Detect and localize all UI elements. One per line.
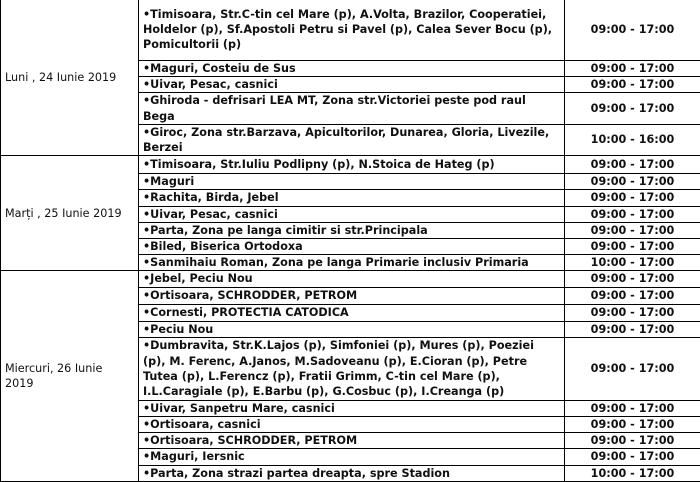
time-cell: 09:00 - 17:00 xyxy=(565,304,700,321)
location-cell: •Ortisoara, SCHRODDER, PETROM xyxy=(139,433,565,449)
time-cell: 09:00 - 17:00 xyxy=(565,337,700,400)
location-cell: •Jebel, Peciu Nou xyxy=(139,271,565,287)
time-cell: 10:00 - 17:00 xyxy=(565,465,700,481)
day-cell: Marți , 25 Iunie 2019 xyxy=(1,156,139,271)
time-cell: 09:00 - 17:00 xyxy=(565,222,700,238)
time-cell: 09:00 - 17:00 xyxy=(565,417,700,433)
time-cell: 09:00 - 17:00 xyxy=(565,271,700,287)
table-row xyxy=(1,271,700,287)
time-cell: 10:00 - 17:00 xyxy=(565,255,700,271)
table-row xyxy=(1,0,700,61)
location-cell: •Ghiroda - defrisari LEA MT, Zona str.Victoriei peste pod raul Bega xyxy=(139,93,565,124)
day-cell: Miercuri, 26 Iunie 2019 xyxy=(1,271,139,481)
time-cell: 09:00 - 17:00 xyxy=(565,156,700,174)
location-cell: •Parta, Zona strazi partea dreapta, spre Stadion xyxy=(139,465,565,481)
location-cell: •Parta, Zona pe langa cimitir si str.Principala xyxy=(139,222,565,238)
location-cell: •Uivar, Pesac, casnici xyxy=(139,77,565,93)
location-cell: •Uivar, Pesac, casnici xyxy=(139,206,565,222)
location-cell: •Maguri xyxy=(139,174,565,190)
location-cell: •Timisoara, Str.Iuliu Podlipny (p), N.Stoica de Hateg (p) xyxy=(139,156,565,174)
location-cell: •Biled, Biserica Ortodoxa xyxy=(139,239,565,255)
location-cell: •Dumbravita, Str.K.Lajos (p), Simfoniei (p), Mures (p), Poeziei (p), M. Ferenc, A.Janos, M.Sadoveanu (p), E.Cioran (p), Petre Tutea (p), L.Ferencz (p), Fratii Grimm, C-tin cel Mare (p), I.L.Caragiale (p), E.Barbu (p), G.Cosbuc (p), I.Creanga (p) xyxy=(139,337,565,400)
time-cell: 09:00 - 17:00 xyxy=(565,77,700,93)
schedule-body xyxy=(1,0,700,481)
location-cell: •Giroc, Zona str.Barzava, Apicultorilor, Dunarea, Gloria, Livezile, Berzei xyxy=(139,124,565,155)
location-cell: •Ortisoara, SCHRODDER, PETROM xyxy=(139,287,565,304)
time-cell: 09:00 - 17:00 xyxy=(565,93,700,124)
location-cell: •Uivar, Sanpetru Mare, casnici xyxy=(139,400,565,416)
location-cell: •Sanmihaiu Roman, Zona pe langa Primarie inclusiv Primaria xyxy=(139,255,565,271)
location-cell: •Ortisoara, casnici xyxy=(139,417,565,433)
time-cell: 09:00 - 17:00 xyxy=(565,400,700,416)
location-cell: •Timisoara, Str.C-tin cel Mare (p), A.Volta, Brazilor, Cooperatiei, Holdelor (p), Sf.Apostoli Petru si Pavel (p), Calea Sever Bocu (p), Pomicultorii (p) xyxy=(139,0,565,61)
day-cell: Luni , 24 Iunie 2019 xyxy=(1,0,139,156)
time-cell: 09:00 - 17:00 xyxy=(565,287,700,304)
time-cell: 09:00 - 17:00 xyxy=(565,433,700,449)
time-cell: 09:00 - 17:00 xyxy=(565,0,700,61)
location-cell: •Maguri, Iersnic xyxy=(139,449,565,465)
time-cell: 10:00 - 16:00 xyxy=(565,124,700,155)
table-row xyxy=(1,156,700,174)
time-cell: 09:00 - 17:00 xyxy=(565,206,700,222)
time-cell: 09:00 - 17:00 xyxy=(565,449,700,465)
time-cell: 09:00 - 17:00 xyxy=(565,321,700,337)
time-cell: 09:00 - 17:00 xyxy=(565,174,700,190)
location-cell: •Cornesti, PROTECTIA CATODICA xyxy=(139,304,565,321)
location-cell: •Peciu Nou xyxy=(139,321,565,337)
time-cell: 09:00 - 17:00 xyxy=(565,190,700,206)
time-cell: 09:00 - 17:00 xyxy=(565,239,700,255)
location-cell: •Maguri, Costeiu de Sus xyxy=(139,61,565,77)
location-cell: •Rachita, Birda, Jebel xyxy=(139,190,565,206)
time-cell: 09:00 - 17:00 xyxy=(565,61,700,77)
